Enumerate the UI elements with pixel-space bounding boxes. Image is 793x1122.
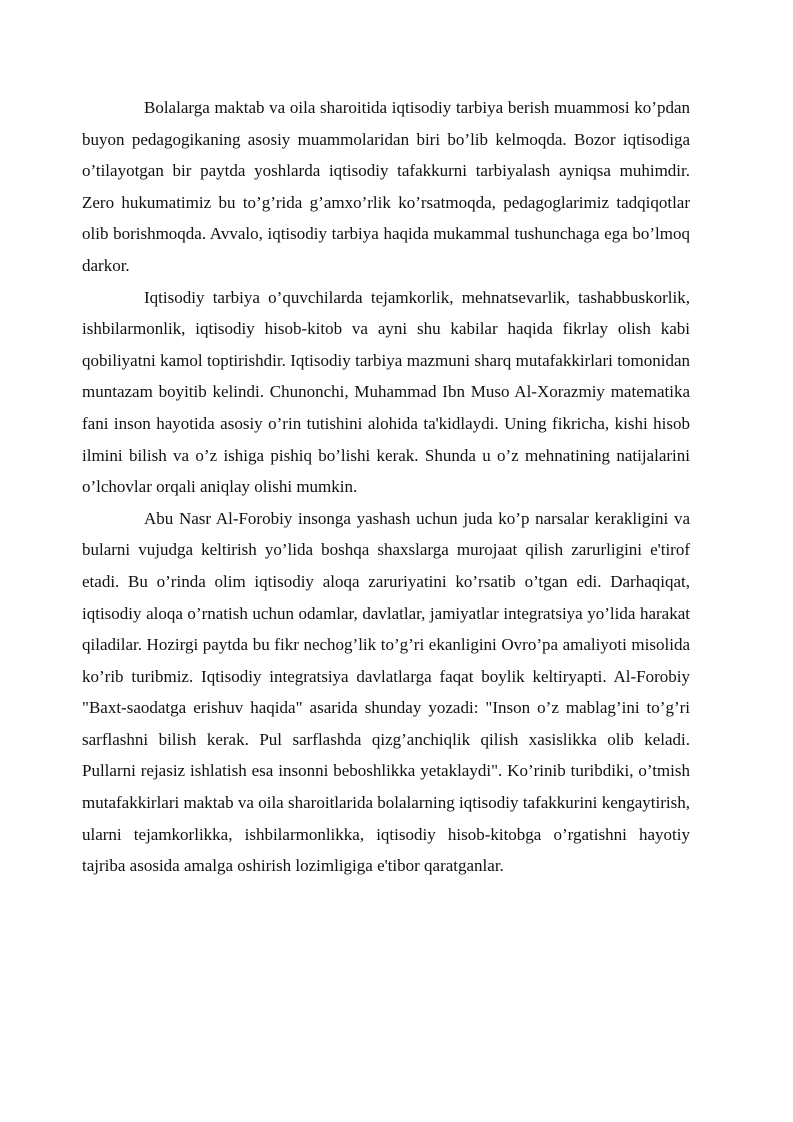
paragraph-2: Iqtisodiy tarbiya o’quvchilarda tejamkorlik, mehnatsevarlik, tashabbuskorlik, ishbilarmonlik, iqtisodiy hisob-kitob va ayni shu kabilar haqida fikrlay olish kabi qobiliyatni kamol toptirishdir. Iqtisodiy tarbiya mazmuni sharq mutafakkirlari tomonidan muntazam boyitib kelindi. Chunonchi, Muhammad Ibn Muso Al-Xorazmiy matematika fani inson hayotida asosiy o’rin tutishini alohida ta'kidlaydi. Uning fikricha, kishi hisob ilmini bilish va o’z ishiga pishiq bo’lishi kerak. Shunda u o’z mehnatining natijalarini o’lchovlar orqali aniqlay olishi mumkin. bbox=[82, 287, 690, 497]
document-page bbox=[82, 92, 690, 882]
paragraph-3: Abu Nasr Al-Forobiy insonga yashash uchun juda ko’p narsalar kerakligini va bularni vujudga keltirish yo’lida boshqa shaxslarga murojaat qilish zarurligini e'tirof etadi. Bu o’rinda olim iqtisodiy aloqa zaruriyatini ko’rsatib o’tgan edi. Darhaqiqat, iqtisodiy aloqa o’rnatish uchun odamlar, davlatlar, jamiyatlar integratsiya yo’lida harakat qiladilar. Hozirgi paytda bu fikr nechog’lik to’g’ri ekanligini Ovro’pa amaliyoti misolida ko’rib turibmiz. Iqtisodiy integratsiya davlatlarga faqat boylik keltiryapti. Al-Forobiy "Baxt-saodatga erishuv haqida" asarida shunday yozadi: "Inson o’z mablag’ini to’g’ri sarflashni bilish kerak. Pul sarflashda qizg’anchiqlik qilish xasislikka olib keladi. Pullarni rejasiz ishlatish esa insonni beboshlikka yetaklaydi". Ko’rinib turibdiki, o’tmish mutafakkirlari maktab va oila sharoitlarida bolalarning iqtisodiy tafakkurini kengaytirish, ularni tejamkorlikka, ishbilarmonlikka, iqtisodiy hisob-kitobga o’rgatishni hayotiy tajriba asosida amalga oshirish lozimligiga e'tibor qaratganlar. bbox=[82, 508, 690, 876]
paragraph-1: Bolalarga maktab va oila sharoitida iqtisodiy tarbiya berish muammosi ko’pdan buyon pedagogikaning asosiy muammolaridan biri bo’lib kelmoqda. Bozor iqtisodiga o’tilayotgan bir paytda yoshlarda iqtisodiy tafakkurni tarbiyalash ayniqsa muhimdir. Zero hukumatimiz bu to’g’rida g’amxo’rlik ko’rsatmoqda, pedagoglarimiz tadqiqotlar olib borishmoqda. Avvalo, iqtisodiy tarbiya haqida mukammal tushunchaga ega bo’lmoq darkor. bbox=[82, 98, 690, 275]
